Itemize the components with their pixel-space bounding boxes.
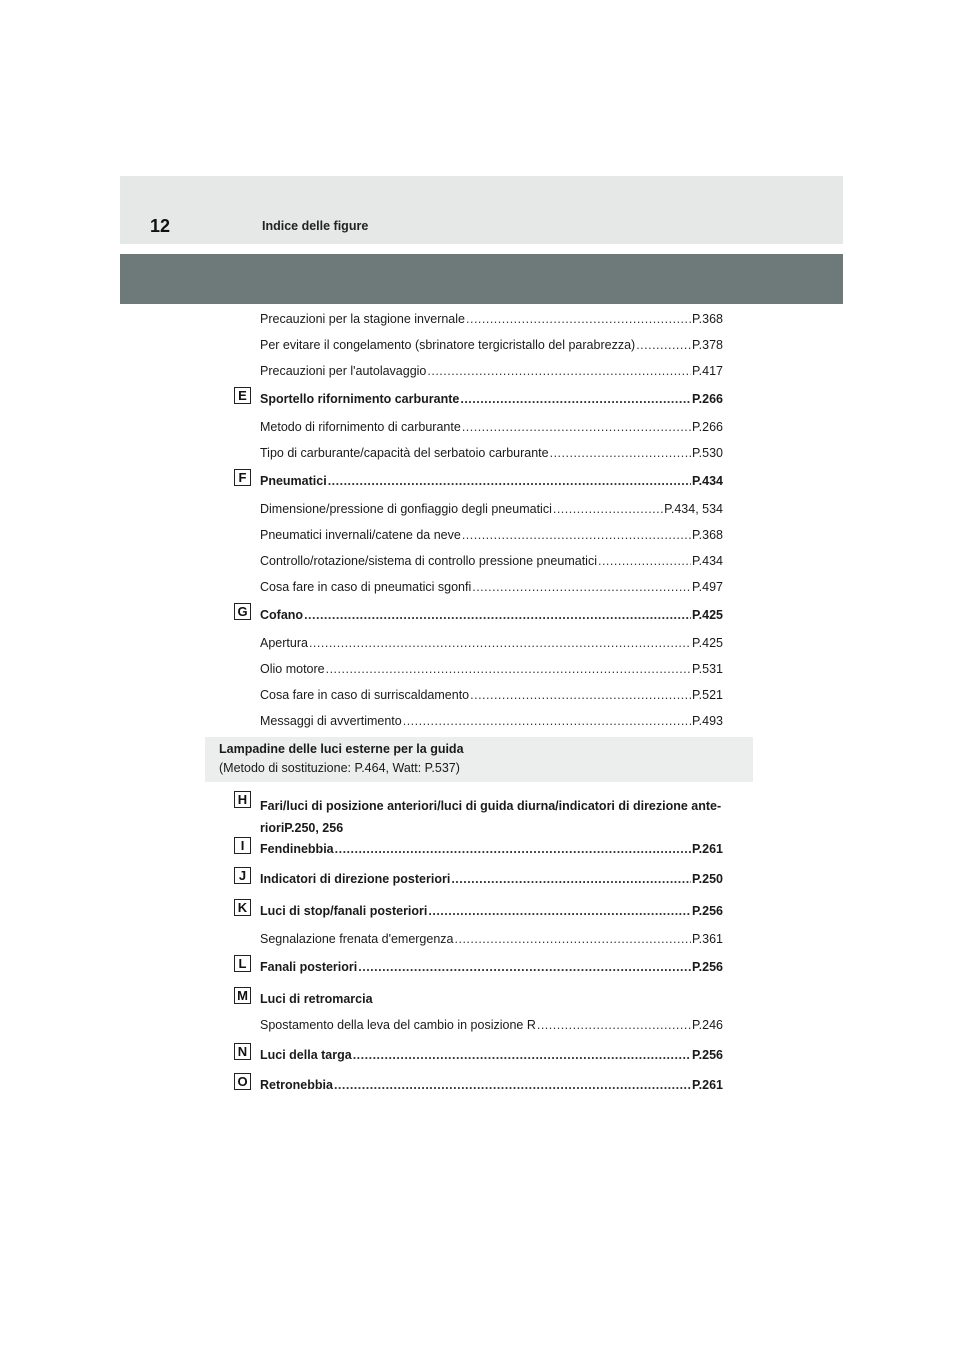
dot-leader (309, 635, 691, 651)
section-letter-o: O (234, 1073, 251, 1090)
entry-page-ref[interactable]: P.434 (691, 474, 723, 488)
dot-leader (470, 687, 691, 703)
entry-label: Cosa fare in caso di surriscaldamento (260, 688, 470, 702)
entry-label: Segnalazione frenata d'emergenza (260, 932, 454, 946)
entry-label: Pneumatici invernali/catene da neve (260, 528, 461, 542)
dot-leader (636, 337, 691, 353)
section-letter-l: L (234, 955, 251, 972)
index-entry[interactable] (260, 553, 723, 569)
index-entry[interactable] (260, 1047, 723, 1063)
entry-label: Indicatori di direzione posteriori (260, 872, 451, 886)
info-box (205, 737, 753, 782)
index-entry[interactable] (260, 687, 723, 703)
entry-page-ref[interactable]: P.434 (691, 554, 723, 568)
entry-page-ref[interactable]: P.256 (691, 960, 723, 974)
entry-label: Controllo/rotazione/sistema di controllo pressione pneumatici (260, 554, 597, 568)
index-entry[interactable] (260, 991, 723, 1007)
entry-page-ref[interactable]: P.434, 534 (664, 502, 723, 516)
dot-leader (334, 1077, 691, 1093)
entry-label: Metodo di rifornimento di carburante (260, 420, 461, 434)
dot-leader (326, 661, 691, 677)
entry-page-ref[interactable]: P.368 (691, 312, 723, 326)
entry-label: Olio motore (260, 662, 325, 676)
section-letter-m: M (234, 987, 251, 1004)
entry-label: Cosa fare in caso di pneumatici sgonfi (260, 580, 472, 594)
entry-page-ref[interactable]: P.266 (691, 420, 723, 434)
entry-page-ref[interactable]: P.261 (691, 1078, 723, 1092)
entry-page-ref[interactable]: P.256 (691, 904, 723, 918)
entry-label: Pneumatici (260, 474, 327, 488)
index-entry[interactable] (260, 311, 723, 327)
entry-label: Fendinebbia (260, 842, 334, 856)
section-letter-f: F (234, 469, 251, 486)
entry-label: Fari/luci di posizione anteriori/luci di guida diurna/indicatori di direzione ante-rioriP.250, 256 (260, 799, 722, 835)
index-entry[interactable] (260, 527, 723, 543)
index-entry[interactable] (260, 903, 723, 919)
index-entry[interactable] (260, 713, 723, 729)
dot-leader (466, 311, 691, 327)
entry-label: Fanali posteriori (260, 960, 358, 974)
entry-page-ref[interactable]: P.378 (691, 338, 723, 352)
entry-page-ref[interactable]: P.250 (691, 872, 723, 886)
entry-label: Precauzioni per la stagione invernale (260, 312, 465, 326)
dot-leader (550, 445, 691, 461)
section-letter-k: K (234, 899, 251, 916)
index-entry[interactable] (260, 841, 723, 857)
dot-leader (328, 473, 691, 489)
index-entry[interactable] (260, 795, 723, 839)
section-letter-h: H (234, 791, 251, 808)
entry-label: Dimensione/pressione di gonfiaggio degli pneumatici (260, 502, 552, 516)
entry-page-ref[interactable]: P.497 (691, 580, 723, 594)
index-entry[interactable] (260, 871, 723, 887)
entry-page-ref[interactable]: P.361 (691, 932, 723, 946)
dot-leader (335, 841, 691, 857)
entry-page-ref[interactable]: P.417 (691, 364, 723, 378)
entry-page-ref[interactable]: P.425 (691, 608, 723, 622)
entry-page-ref[interactable]: P.493 (691, 714, 723, 728)
index-entry[interactable] (260, 473, 723, 489)
index-entry[interactable] (260, 363, 723, 379)
entry-label: Precauzioni per l'autolavaggio (260, 364, 427, 378)
dot-leader (358, 959, 691, 975)
entry-page-ref[interactable]: P.256 (691, 1048, 723, 1062)
section-letter-j: J (234, 867, 251, 884)
section-letter-n: N (234, 1043, 251, 1060)
header-band (120, 254, 843, 304)
entry-page-ref[interactable]: P.521 (691, 688, 723, 702)
index-entry[interactable] (260, 445, 723, 461)
entry-label: Messaggi di avvertimento (260, 714, 402, 728)
dot-leader (428, 903, 691, 919)
entry-label: Luci di retromarcia (260, 992, 373, 1006)
entry-label: Sportello rifornimento carburante (260, 392, 460, 406)
index-entry[interactable] (260, 419, 723, 435)
index-entry[interactable] (260, 635, 723, 651)
dot-leader (304, 607, 691, 623)
dot-leader (462, 419, 691, 435)
entry-label: Luci di stop/fanali posteriori (260, 904, 428, 918)
dot-leader (472, 579, 691, 595)
entry-page-ref[interactable]: P.425 (691, 636, 723, 650)
info-box-title: Lampadine delle luci esterne per la guida (219, 742, 464, 756)
entry-label: Cofano (260, 608, 304, 622)
section-letter-g: G (234, 603, 251, 620)
entry-page-ref[interactable]: P.530 (691, 446, 723, 460)
header-bar (120, 176, 843, 244)
index-entry[interactable] (260, 501, 723, 517)
dot-leader (427, 363, 691, 379)
dot-leader (455, 931, 691, 947)
dot-leader (462, 527, 691, 543)
index-entry[interactable] (260, 337, 723, 353)
dot-leader (353, 1047, 691, 1063)
index-entry[interactable] (260, 1077, 723, 1093)
entry-page-ref[interactable]: P.368 (691, 528, 723, 542)
entry-label: Retronebbia (260, 1078, 333, 1092)
entry-page-ref[interactable]: P.246 (691, 1018, 723, 1032)
entry-label: Luci della targa (260, 1048, 352, 1062)
page-number: 12 (149, 216, 171, 236)
dot-leader (403, 713, 691, 729)
section-letter-i: I (234, 837, 251, 854)
dot-leader (553, 501, 663, 517)
index-entry[interactable] (260, 931, 723, 947)
index-entry[interactable] (260, 1017, 723, 1033)
index-entry[interactable] (260, 607, 723, 623)
dot-leader (451, 871, 691, 887)
entry-page-ref[interactable]: P.261 (691, 842, 723, 856)
index-entry[interactable] (260, 661, 723, 677)
dot-leader (598, 553, 691, 569)
dot-leader (537, 1017, 691, 1033)
entry-label: Per evitare il congelamento (sbrinatore tergicristallo del parabrezza) (260, 338, 636, 352)
index-entry[interactable] (260, 579, 723, 595)
entry-label: Tipo di carburante/capacità del serbatoio carburante (260, 446, 549, 460)
info-box-subtitle: (Metodo di sostituzione: P.464, Watt: P.537) (219, 761, 460, 775)
section-title: Indice delle figure (262, 219, 369, 233)
index-entry[interactable] (260, 391, 723, 407)
index-entry[interactable] (260, 959, 723, 975)
section-letter-e: E (234, 387, 251, 404)
entry-label: Apertura (260, 636, 308, 650)
entry-page-ref[interactable]: P.531 (691, 662, 723, 676)
dot-leader (460, 391, 691, 407)
entry-page-ref[interactable]: P.266 (691, 392, 723, 406)
entry-label: Spostamento della leva del cambio in posizione R (260, 1018, 536, 1032)
